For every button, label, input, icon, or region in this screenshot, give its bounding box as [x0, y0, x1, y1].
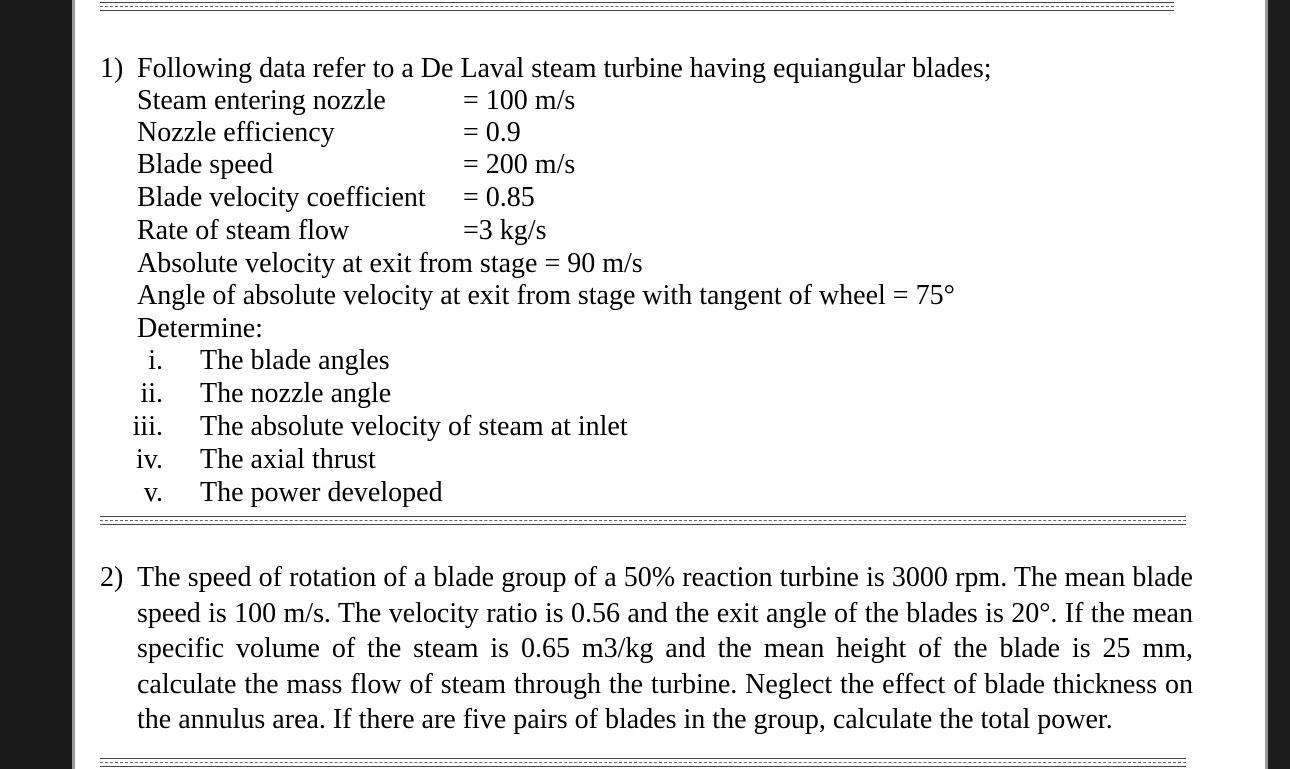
param-label: Rate of steam flow	[137, 215, 350, 246]
determine-label: Determine:	[137, 313, 263, 344]
list-item-text: The absolute velocity of steam at inlet	[200, 411, 628, 442]
list-item-number: ii.	[140, 378, 163, 409]
param-value: = 200 m/s	[463, 149, 576, 180]
param-value: =3 kg/s	[463, 215, 547, 246]
param-value: = 100 m/s	[463, 85, 576, 116]
list-item-text: The blade angles	[200, 345, 390, 376]
list-item-number: i.	[148, 345, 163, 376]
q2-number: 2)	[100, 562, 124, 593]
q1-intro: Following data refer to a De Laval steam turbine having equiangular blades;	[137, 53, 992, 84]
param-value: = 0.9	[463, 117, 521, 148]
separator-middle	[100, 516, 1186, 525]
param-value: = 0.85	[463, 182, 535, 213]
q2-text: The speed of rotation of a blade group of a 50% reaction turbine is 3000 rpm. The mean blade speed is 100 m/s. The velocity ratio is 0.56 and the exit angle of the blades is 20°. If the mean specific volume of the steam is 0.65 m3/kg and the mean height of the blade is 25 mm, calculate the mass flow of steam through the turbine. Neglect the effect of blade thickness on the annulus area. If there are five pairs of blades in the group, calculate the total power.	[137, 562, 1193, 735]
list-item-number: iii.	[132, 411, 163, 442]
list-item-text: The power developed	[200, 477, 443, 508]
list-item-text: The axial thrust	[200, 444, 376, 475]
line-angle: Angle of absolute velocity at exit from stage with tangent of wheel = 75°	[137, 280, 955, 311]
list-item-number: v.	[143, 477, 163, 508]
viewer-edge	[1268, 0, 1290, 769]
param-label: Blade velocity coefficient	[137, 182, 426, 213]
list-item-number: iv.	[136, 444, 163, 475]
line-abs-velocity: Absolute velocity at exit from stage = 90 m/s	[137, 248, 643, 279]
param-label: Blade speed	[137, 149, 274, 180]
separator-bottom	[100, 758, 1186, 767]
param-label: Nozzle efficiency	[137, 117, 335, 148]
list-item-text: The nozzle angle	[200, 378, 392, 409]
separator-top	[100, 2, 1174, 11]
document-page	[72, 0, 1268, 769]
q1-number: 1)	[100, 53, 124, 84]
param-label: Steam entering nozzle	[137, 85, 386, 116]
